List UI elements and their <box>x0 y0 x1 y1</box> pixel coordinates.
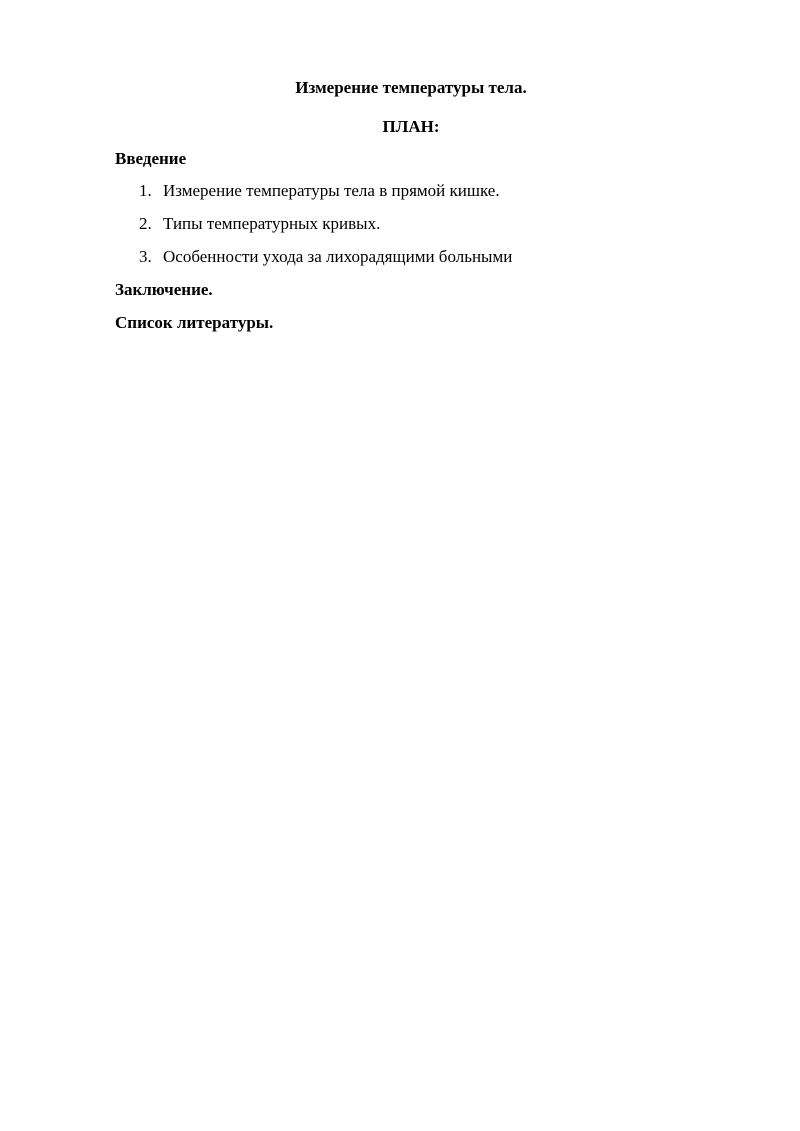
list-item-number: 3. <box>139 247 152 266</box>
intro-heading: Введение <box>115 149 187 168</box>
references-heading: Список литературы. <box>115 313 274 332</box>
list-item-number: 1. <box>139 181 152 200</box>
conclusion-heading: Заключение. <box>115 280 213 299</box>
plan-heading: ПЛАН: <box>382 117 440 136</box>
list-item-text: Особенности ухода за лихорадящими больными <box>163 247 513 266</box>
list-item-text: Типы температурных кривых. <box>163 214 381 233</box>
list-item-text: Измерение температуры тела в прямой кишке. <box>163 181 500 200</box>
list-item-number: 2. <box>139 214 152 233</box>
document-title: Измерение температуры тела. <box>295 78 527 97</box>
